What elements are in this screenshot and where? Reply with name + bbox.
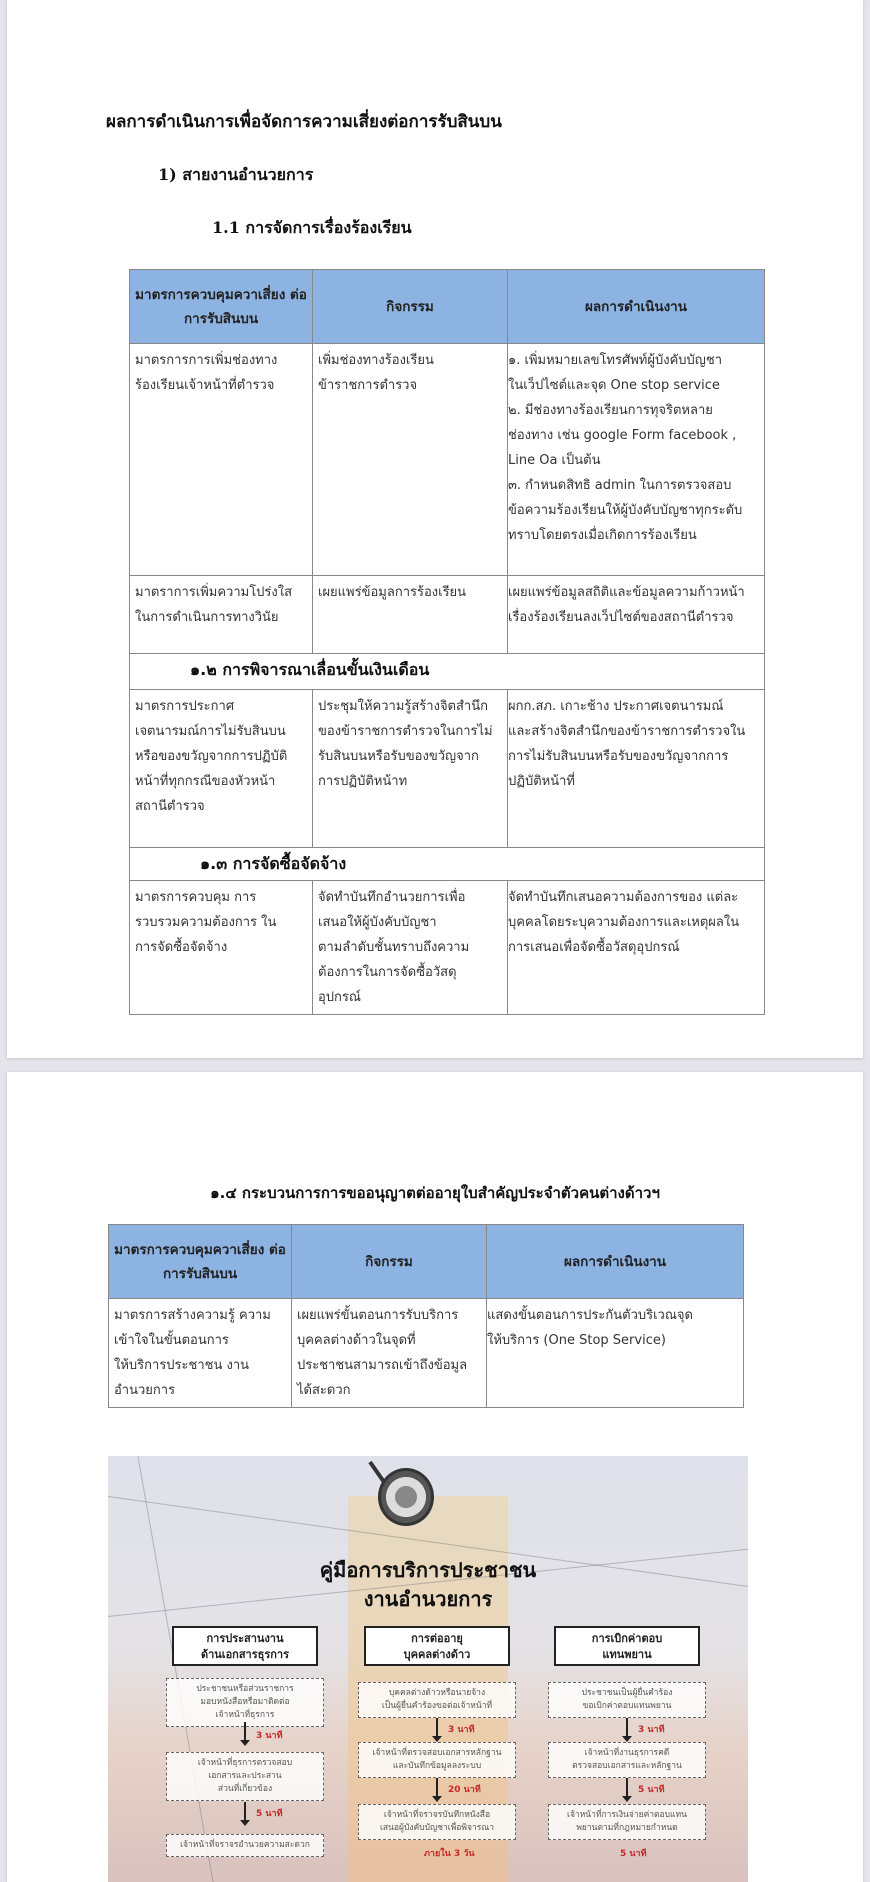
text-line: ๑. เพิ่มหมายเลขโทรศัพท์ผู้บังคับบัญชา [508, 353, 722, 368]
text-line: ให้บริการประชาชน งาน [114, 1358, 250, 1373]
text-line: การจัดซื้อจัดจ้าง [135, 940, 228, 955]
document-page-2 [7, 1072, 863, 1882]
step-time: 3 นาที [256, 1731, 283, 1741]
arrow-down-icon [626, 1778, 628, 1798]
flow-step [358, 1682, 516, 1718]
cell-activity [313, 576, 508, 654]
text-line: ทราบโดยตรงเมื่อเกิดการร้องเรียน [508, 528, 697, 543]
arrow-down-icon [244, 1802, 246, 1822]
text-line: จัดทำบันทึกอำนวยการเพื่อ [318, 890, 466, 905]
text-line: บุคคลต่างด้าว [403, 1648, 471, 1661]
text-line: ในเว็ปไซต์และจุด One stop service [508, 378, 720, 393]
cell-measure [130, 881, 313, 1015]
text-line: รับสินบนหรือรับของขวัญจาก [318, 749, 479, 764]
step-time: 5 นาที [620, 1849, 647, 1859]
section-heading-1-2: ๑.๒ การพิจารณาเลื่อนขั้นเงินเดือน [130, 654, 765, 690]
header-result: ผลการดำเนินงาน [487, 1225, 744, 1299]
step-time: 5 นาที [256, 1809, 283, 1819]
text-line: มาตรการควบคุม การ [135, 890, 257, 905]
step-time: ภายใน 3 วัน [424, 1849, 475, 1859]
poster-title-line2: งานอำนวยการ [363, 1587, 493, 1611]
document-page-1 [7, 0, 863, 1058]
text-line: เผยแพร่ข้อมูลการร้องเรียน [318, 585, 467, 600]
text-line: เจ้าหน้าที่ธุรการตรวจสอบ [197, 1758, 293, 1768]
flow-step [358, 1804, 516, 1840]
text-line: ปฏิบัติหน้าที่ [508, 774, 575, 789]
text-line: รวบรวมความต้องการ ใน [135, 915, 277, 930]
text-line: พยานตามที่กฎหมายกำหนด [576, 1823, 678, 1833]
text-line: หรือของขวัญจากการปฏิบัติ [135, 749, 288, 764]
text-line: บุคคลต่างด้าวในจุดที่ [297, 1333, 416, 1348]
text-line: บุคคลโดยระบุความต้องการและเหตุผลใน [508, 915, 740, 930]
cell-result [508, 576, 765, 654]
background-wire [138, 1456, 226, 1882]
cell-result [508, 690, 765, 848]
text-line: ส่วนที่เกี่ยวข้อง [217, 1784, 273, 1794]
table-row [130, 344, 765, 576]
header-activity: กิจกรรม [313, 270, 508, 344]
text-line: เจตนารมณ์การไม่รับสินบน [135, 724, 286, 739]
risk-table-2 [108, 1224, 744, 1408]
header-measure: มาตรการควบคุมควาเสี่ยง ต่อการรับสินบน [109, 1225, 292, 1299]
text-line: การไม่รับสินบนหรือรับของขวัญจากการ [508, 749, 729, 764]
header-result: ผลการดำเนินงาน [508, 270, 765, 344]
step-time: 5 นาที [638, 1785, 665, 1795]
text-line: เผยแพร่ข้อมูลสถิติและข้อมูลความก้าวหน้า [508, 585, 745, 600]
text-line: การปฏิบัติหน้าท [318, 774, 408, 789]
step-time: 20 นาที [448, 1785, 481, 1795]
step-time: 3 นาที [448, 1725, 475, 1735]
text-line: การเสนอเพื่อจัดซื้อวัสดุอุปกรณ์ [508, 940, 680, 955]
cell-activity [313, 690, 508, 848]
subtitle-section-1: 1) สายงานอำนวยการ [158, 165, 314, 184]
cell-activity [292, 1299, 487, 1408]
text-line: เป็นผู้ยื่นคำร้องขอต่อเจ้าหน้าที่ [381, 1701, 493, 1711]
text-line: ด้านเอกสารธุรการ [200, 1648, 290, 1661]
text-line: การประสานงาน [206, 1632, 284, 1645]
text-line: การเบิกค่าตอบ [591, 1632, 663, 1645]
text-line: เจ้าหน้าที่ธุรการ [215, 1710, 275, 1720]
text-line: มาตรการประกาศ [135, 699, 235, 714]
text-line: เจ้าหน้าที่งานธุรการคดี [584, 1748, 670, 1758]
text-line: อุปกรณ์ [318, 990, 361, 1005]
text-line: ได้สะดวก [297, 1383, 351, 1398]
arrow-down-icon [436, 1718, 438, 1738]
cell-result [508, 344, 765, 576]
text-line: จัดทำบันทึกเสนอความต้องการของ แต่ละ [508, 890, 739, 905]
flow-step [166, 1752, 324, 1801]
text-line: ประชาชนเป็นผู้ยื่นคำร้อง [581, 1688, 673, 1698]
section-heading-1-4: ๑.๔ กระบวนการการขออนุญาตต่ออายุใบสำคัญประจำตัวคนต่างด้าวฯ [210, 1184, 660, 1202]
text-line: แสดงขั้นตอนการประกันตัวบริเวณจุด [487, 1308, 693, 1323]
flow-step [166, 1834, 324, 1857]
column-header-alien-renewal [364, 1626, 510, 1666]
arrow-down-icon [244, 1722, 246, 1742]
text-line: เรื่องร้องเรียนลงเว็ปไซต์ของสถานีตำรวจ [508, 610, 734, 625]
cell-result [508, 881, 765, 1015]
header-measure: มาตรการควบคุมควาเสี่ยง ต่อการรับสินบน [130, 270, 313, 344]
text-line: เสนอผู้บังคับบัญชาเพื่อพิจารณา [380, 1823, 494, 1833]
cell-measure [130, 344, 313, 576]
text-line: ๓. กำหนดสิทธิ admin ในการตรวจสอบ [508, 478, 732, 493]
step-time: 3 นาที [638, 1725, 665, 1735]
cell-activity [313, 881, 508, 1015]
text-line: ให้บริการ (One Stop Service) [487, 1333, 666, 1348]
text-line: การต่ออายุ [411, 1632, 463, 1645]
section-heading-1-3: ๑.๓ การจัดซื้อจัดจ้าง [130, 848, 765, 881]
text-line: หน้าที่ทุกกรณีของหัวหน้า [135, 774, 276, 789]
section-heading-1-1: 1.1 การจัดการเรื่องร้องเรียน [212, 218, 412, 237]
text-line: เสนอให้ผู้บังคับบัญชา [318, 915, 437, 930]
text-line: เอกสารและประสาน [208, 1771, 282, 1781]
cell-result [487, 1299, 744, 1408]
police-emblem-icon [378, 1468, 434, 1526]
flow-step [358, 1742, 516, 1778]
text-line: และสร้างจิตสำนึกของข้าราชการตำรวจใน [508, 724, 746, 739]
text-line: มอบหนังสือหรือมาติดต่อ [200, 1697, 290, 1707]
cell-measure [109, 1299, 292, 1408]
table-row [130, 690, 765, 848]
text-line: มาตรการสร้างความรู้ ความ [114, 1308, 271, 1323]
text-line: ตามลำดับชั้นทราบถึงความ [318, 940, 470, 955]
text-line: ช่องทาง เช่น google Form facebook , [508, 428, 737, 443]
risk-table-1 [129, 269, 765, 1015]
text-line: ต้องการในการจัดซื้อวัสดุ [318, 965, 457, 980]
text-line: ของข้าราชการตำรวจในการไม่ [318, 724, 493, 739]
text-line: ข้อความร้องเรียนให้ผู้บังคับบัญชาทุกระดับ [508, 503, 743, 518]
text-line: เข้าใจในขั้นตอนการ [114, 1333, 229, 1348]
poster-title-line1: คู่มือการบริการประชาชน [319, 1558, 537, 1582]
text-line: เจ้าหน้าที่จราจรอำนวยความสะดวก [180, 1840, 310, 1850]
table-row [130, 881, 765, 1015]
text-line: เผยแพร่ขั้นตอนการรับบริการ [297, 1308, 459, 1323]
text-line: ในการดำเนินการทางวินัย [135, 610, 279, 625]
flow-step [548, 1682, 706, 1718]
text-line: มาตรการการเพิ่มช่องทาง [135, 353, 278, 368]
cell-activity [313, 344, 508, 576]
text-line: เจ้าหน้าที่ตรวจสอบเอกสารหลักฐาน [372, 1748, 502, 1758]
column-header-witness-fee [554, 1626, 700, 1666]
text-line: เจ้าหน้าที่จราจรบันทึกหนังสือ [383, 1810, 491, 1820]
text-line: อำนวยการ [114, 1383, 176, 1398]
text-line: ตรวจสอบเอกสารและหลักฐาน [572, 1761, 682, 1771]
table-row [130, 576, 765, 654]
flow-step [548, 1742, 706, 1778]
text-line: สถานีตำรวจ [135, 799, 205, 814]
text-line: ขอเบิกค่าตอบแทนพยาน [582, 1701, 672, 1711]
text-line: Line Oa เป็นต้น [508, 453, 601, 468]
text-line: ๒. มีช่องทางร้องเรียนการทุจริตหลาย [508, 403, 713, 418]
text-line: ข้าราชการตำรวจ [318, 378, 418, 393]
text-line: เพิ่มช่องทางร้องเรียน [318, 353, 434, 368]
header-activity: กิจกรรม [292, 1225, 487, 1299]
column-header-documents [172, 1626, 318, 1666]
flow-step [166, 1678, 324, 1727]
text-line: ผกก.สภ. เกาะช้าง ประกาศเจตนารมณ์ [508, 699, 724, 714]
flow-step [548, 1804, 706, 1840]
cell-measure [130, 690, 313, 848]
text-line: ร้องเรียนเจ้าหน้าที่ตำรวจ [135, 378, 275, 393]
text-line: เจ้าหน้าที่การเงินจ่ายค่าตอบแทน [567, 1810, 687, 1820]
cell-measure [130, 576, 313, 654]
arrow-down-icon [626, 1718, 628, 1738]
table-row [109, 1299, 744, 1408]
page-title: ผลการดำเนินการเพื่อจัดการความเสี่ยงต่อการรับสินบน [106, 112, 502, 132]
text-line: ประชุมให้ความรู้สร้างจิตสำนึก [318, 699, 488, 714]
text-line: ประชาชนหรือส่วนราชการ [196, 1684, 294, 1694]
service-guide-poster [108, 1456, 748, 1882]
text-line: มาตราการเพิ่มความโปร่งใส [135, 585, 293, 600]
arrow-down-icon [436, 1778, 438, 1798]
text-line: และบันทึกข้อมูลลงระบบ [392, 1761, 482, 1771]
text-line: บุคคลต่างด้าวหรือนายจ้าง [388, 1688, 486, 1698]
text-line: แทนพยาน [602, 1648, 652, 1661]
text-line: ประชาชนสามารถเข้าถึงข้อมูล [297, 1358, 468, 1373]
